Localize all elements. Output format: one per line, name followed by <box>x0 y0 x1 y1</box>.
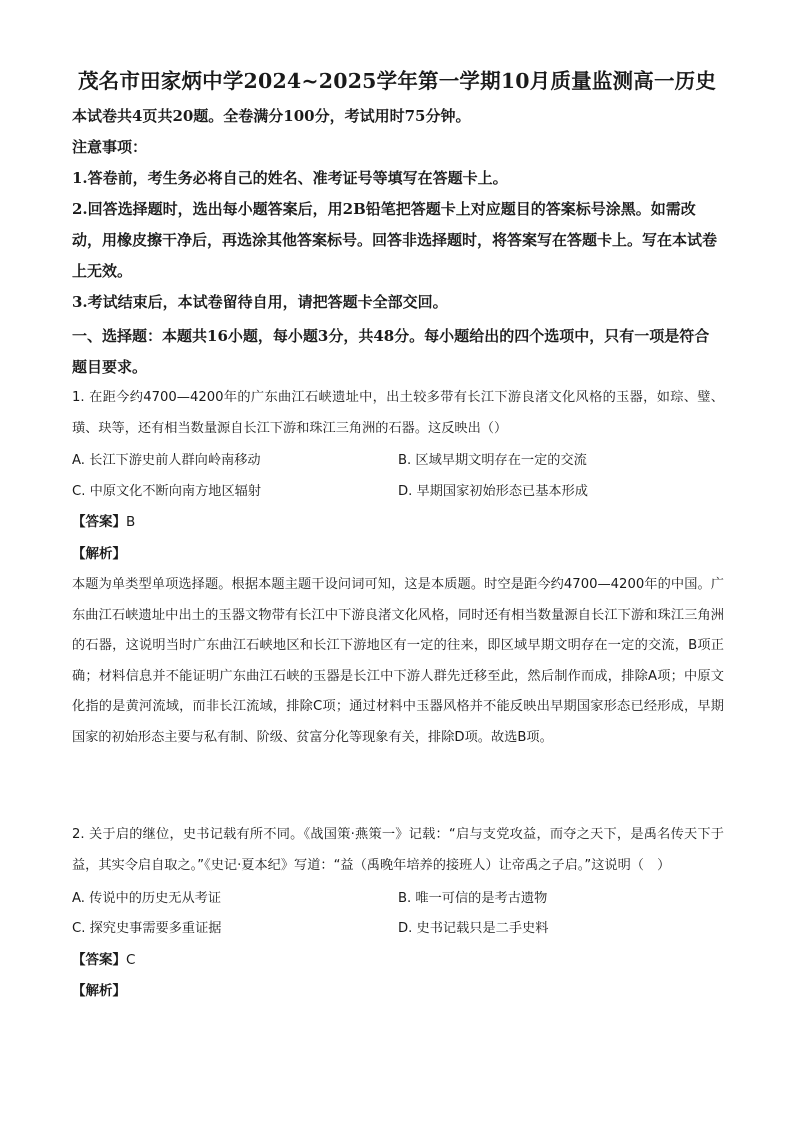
analysis-label: 【解析】 <box>72 546 126 562</box>
option-b: B. 唯一可信的是考古遗物 <box>398 891 548 906</box>
question-2-options-row-1 <box>72 884 724 914</box>
question-1-answer <box>72 507 135 537</box>
question-1-analysis <box>72 570 724 753</box>
option-d: D. 早期国家初始形态已基本形成 <box>398 484 588 499</box>
question-1-analysis-label <box>72 539 126 569</box>
option-b: B. 区域早期文明存在一定的交流 <box>398 453 587 468</box>
section-heading-text: 一、选择题：本题共16小题，每小题3分，共48分。每小题给出的四个选项中，只有一项是符合题目要求。 <box>72 327 710 376</box>
answer-label: 【答案】 <box>72 952 126 968</box>
option-a: A. 传说中的历史无从考证 <box>72 891 222 906</box>
question-stem-text: 1. 在距今约4700—4200年的广东曲江石峡遗址中，出土较多带有长江下游良渚文化风格的玉器，如琮、璧、璜、玦等，还有相当数量源自长江下游和珠江三角洲的石器。这反映出（） <box>72 390 724 436</box>
note-item: 2.回答选择题时，选出每小题答案后，用2B铅笔把答题卡上对应题目的答案标号涂黑。如需改动，用橡皮擦干净后，再选涂其他答案标号。回答非选择题时，将答案写在答题卡上。写在本试卷上无效。 <box>72 200 718 280</box>
question-1-options-row-2 <box>72 477 724 507</box>
analysis-label: 【解析】 <box>72 983 126 999</box>
note-item: 3.考试结束后，本试卷留待自用，请把答题卡全部交回。 <box>72 293 448 311</box>
analysis-text: 本题为单类型单项选择题。根据本题主题干设问词可知，这是本质题。时空是距今约4700—4200年的中国。广东曲江石峡遗址中出土的玉器文物带有长江中下游良渚文化风格，同时还有相当数量源自长江下游和珠江三角洲的石器，这说明当时广东曲江石峡地区和长江下游地区有一定的往来，即区域早期文明存在一定的交流，B项正确；材料信息并不能证明广东曲江石峡的玉器是长江中下游人群先迁移至此，然后制作而成，排除A项；中原文化指的是黄河流域，而非长江流域，排除C项；通过材料中玉器风格并不能反映出早期国家形态已经形成，早期国家的初始形态主要与私有制、阶级、贫富分化等现象有关，排除D项。故选B项。 <box>72 577 724 745</box>
exam-notice <box>72 101 722 318</box>
question-2-analysis-label <box>72 976 126 1006</box>
note-item: 1.答卷前，考生务必将自己的姓名、准考证号等填写在答题卡上。 <box>72 169 508 187</box>
question-2-answer <box>72 945 135 975</box>
answer-value: B <box>126 514 136 530</box>
option-c: C. 探究史事需要多重证据 <box>72 921 222 936</box>
question-stem-text: 2. 关于启的继位，史书记载有所不同。《战国策·燕策一》记载：“启与支党攻益，而夺之天下，是禹名传天下于益，其实令启自取之。”《史记·夏本纪》写道：“益（禹晚年培养的接班人）让帝禹之子启。”这说明（ ） <box>72 827 724 873</box>
option-c: C. 中原文化不断向南方地区辐射 <box>72 484 262 499</box>
option-a: A. 长江下游史前人群向岭南移动 <box>72 453 261 468</box>
answer-value: C <box>126 952 136 968</box>
question-2-options-row-2 <box>72 914 724 944</box>
question-1-options-row-1 <box>72 446 724 476</box>
section-heading <box>72 321 722 383</box>
answer-label: 【答案】 <box>72 514 126 530</box>
exam-title: 茂名市田家炳中学2024~2025学年第一学期10月质量监测高一历史 <box>77 69 717 93</box>
notes-heading: 注意事项： <box>72 138 148 156</box>
question-2-stem <box>72 820 724 881</box>
exam-info: 本试卷共4页共20题。全卷满分100分，考试用时75分钟。 <box>72 107 471 125</box>
option-d: D. 史书记载只是二手史料 <box>398 921 549 936</box>
question-1-stem <box>72 383 724 444</box>
